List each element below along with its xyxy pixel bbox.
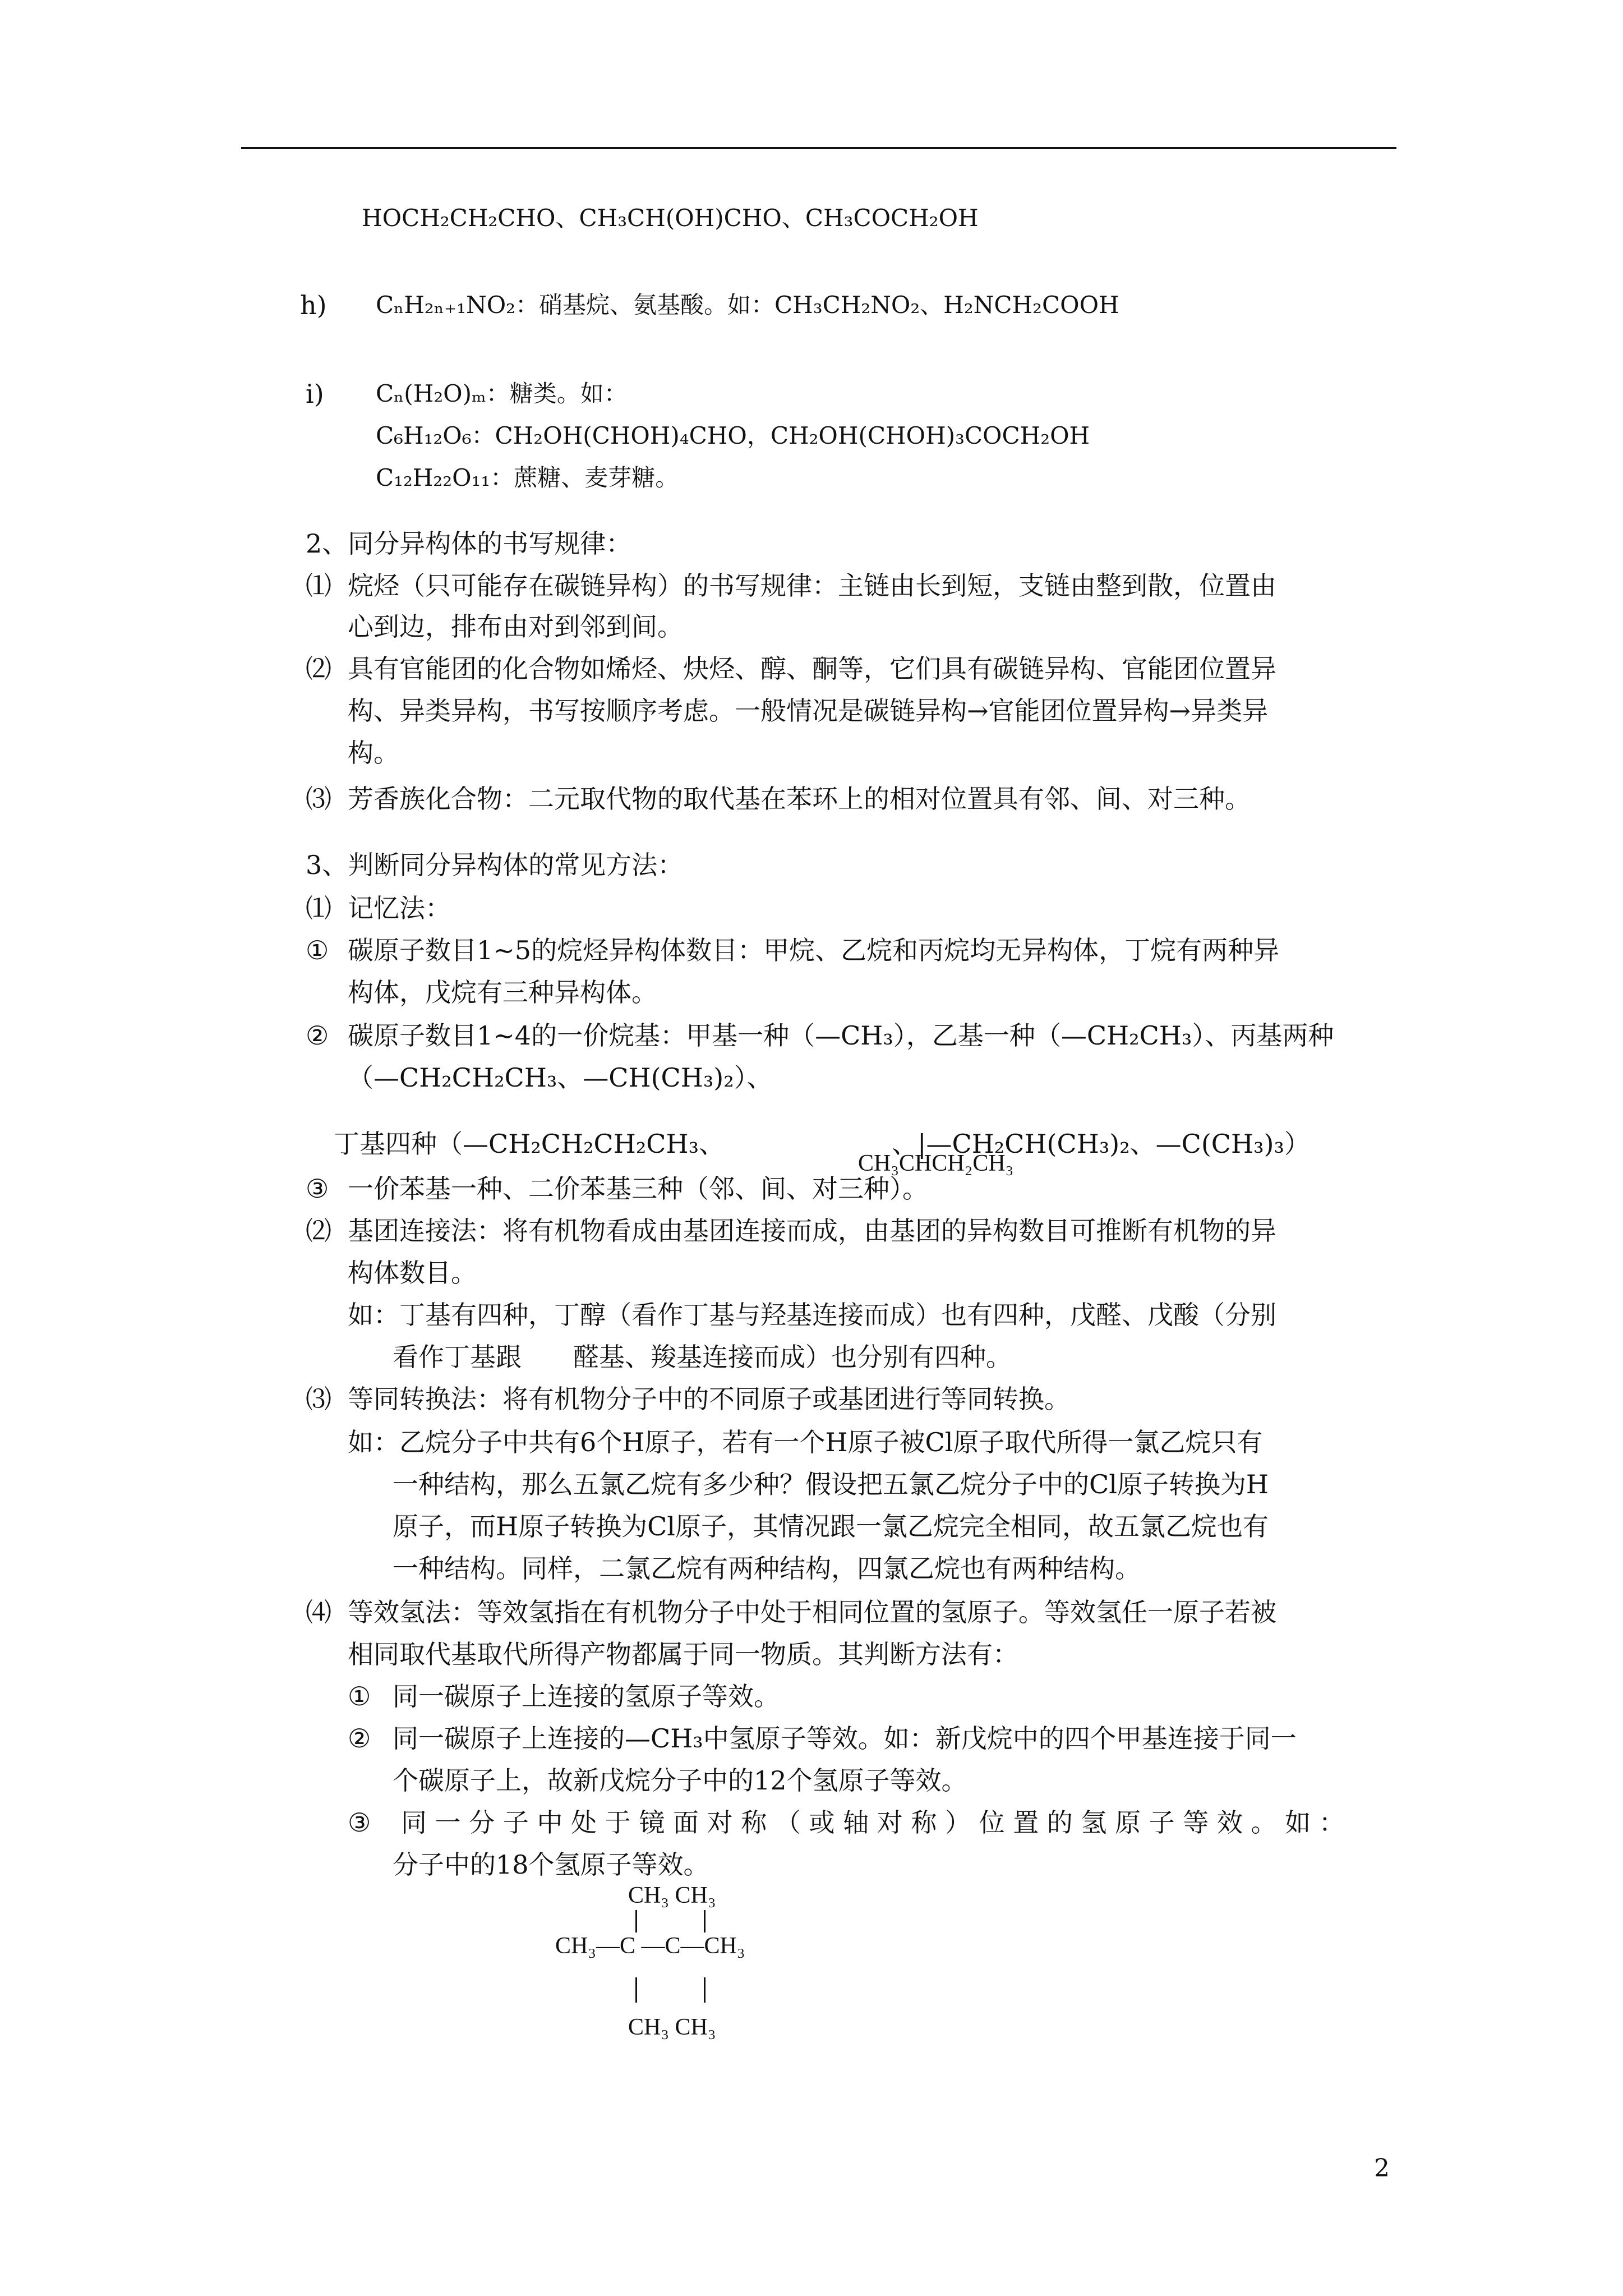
sec3-c2-num: ② bbox=[306, 1020, 329, 1051]
sec3-m3-example2: 一种结构，那么五氯乙烷有多少种？假设把五氯乙烷分子中的Cl原子转换为H bbox=[393, 1469, 1269, 1499]
structure-main-chain: CH₃—C —C—CH₃ bbox=[555, 1933, 745, 1959]
sec2-p2-line3: 构。 bbox=[348, 738, 399, 768]
bond-bottom-left bbox=[635, 1977, 637, 2003]
bond-bottom-right bbox=[704, 1977, 706, 2003]
butyl-structure: CH₃CHCH₂CH₃ bbox=[858, 1151, 1014, 1176]
item-label-h: h) bbox=[300, 290, 327, 320]
bond-top-left bbox=[635, 1910, 637, 1932]
sec3-c2-line3b: 、|—CH₂CH(CH₃)₂、—C(CH₃)₃） bbox=[892, 1129, 1310, 1159]
sec3-m3-example3: 原子，而H原子转换为Cl原子，其情况跟一氯乙烷完全相同，故五氯乙烷也有 bbox=[393, 1511, 1269, 1542]
sec3-e2-line1: 同一碳原子上连接的—CH₃中氢原子等效。如：新戊烷中的四个甲基连接于同一 bbox=[393, 1723, 1297, 1754]
sec2-p1-num: ⑴ bbox=[306, 570, 331, 601]
item-i-line3: C₁₂H₂₂O₁₁：蔗糖、麦芽糖。 bbox=[376, 464, 679, 491]
sec3-c1-line2: 构体，戊烷有三种异构体。 bbox=[348, 977, 657, 1007]
sec2-p2-line1: 具有官能团的化合物如烯烃、炔烃、醇、酮等，它们具有碳链异构、官能团位置异 bbox=[348, 654, 1276, 684]
sec3-m3-example1: 如：乙烷分子中共有6个H原子，若有一个H原子被Cl原子取代所得一氯乙烷只有 bbox=[348, 1427, 1263, 1457]
sec3-e3-num: ③ bbox=[348, 1807, 371, 1838]
sec3-m4-num: ⑷ bbox=[306, 1597, 331, 1627]
bond-top-right bbox=[704, 1910, 706, 1932]
sec3-e2-line2: 个碳原子上，故新戊烷分子中的12个氢原子等效。 bbox=[393, 1765, 967, 1796]
sec3-m3-example4: 一种结构。同样，二氯乙烷有两种结构，四氯乙烷也有两种结构。 bbox=[393, 1553, 1141, 1584]
sec3-c2-line2: （—CH₂CH₂CH₃、—CH(CH₃)₂）、 bbox=[348, 1062, 773, 1093]
sec3-m2-example2: 看作丁基跟 醛基、羧基连接而成）也分别有四种。 bbox=[393, 1342, 1012, 1372]
sec3-m1-num: ⑴ bbox=[306, 893, 331, 923]
structure-bottom-methyls: CH₃ CH₃ bbox=[628, 2014, 716, 2040]
sec3-m3-num: ⑶ bbox=[306, 1384, 331, 1414]
sec3-m2-example1: 如：丁基有四种，丁醇（看作丁基与羟基连接而成）也有四种，戊醛、戊酸（分别 bbox=[348, 1300, 1276, 1330]
item-text-i: Cₙ(H₂O)ₘ：糖类。如： bbox=[376, 380, 628, 407]
sec3-e1-num: ① bbox=[348, 1681, 371, 1711]
sec3-c3-line1: 一价苯基一种、二价苯基三种（邻、间、对三种）。 bbox=[348, 1174, 928, 1204]
sec2-p1-line2: 心到边，排布由对到邻到间。 bbox=[348, 611, 683, 642]
sec3-m1-title: 记忆法： bbox=[348, 893, 451, 923]
sec3-c1-num: ① bbox=[306, 935, 329, 965]
structure-top-methyls: CH₃ CH₃ bbox=[628, 1883, 716, 1908]
item-i-line2: C₆H₁₂O₆：CH₂OH(CHOH)₄CHO，CH₂OH(CHOH)₃COCH₂OH bbox=[376, 422, 1090, 449]
sec2-p1-line1: 烷烃（只可能存在碳链异构）的书写规律：主链由长到短，支链由整到散，位置由 bbox=[348, 570, 1276, 601]
sec3-c2-line1: 碳原子数目1~4的一价烷基：甲基一种（—CH₃），乙基一种（—CH₂CH₃）、丙基两种 bbox=[348, 1020, 1334, 1051]
item-label-i: i) bbox=[306, 379, 324, 409]
sec3-c1-line1: 碳原子数目1~5的烷烃异构体数目：甲烷、乙烷和丙烷均无异构体，丁烷有两种异 bbox=[348, 935, 1280, 965]
sec3-m4-line2: 相同取代基取代所得产物都属于同一物质。其判断方法有： bbox=[348, 1639, 1018, 1669]
sec2-p3-line1: 芳香族化合物：二元取代物的取代基在苯环上的相对位置具有邻、间、对三种。 bbox=[348, 784, 1251, 814]
sec2-p2-line2: 构、异类异构，书写按顺序考虑。一般情况是碳链异构→官能团位置异构→异类异 bbox=[348, 696, 1269, 726]
sec3-c3-num: ③ bbox=[306, 1174, 329, 1204]
section-2-title: 2、同分异构体的书写规律： bbox=[306, 528, 632, 559]
sec3-m2-line1: 基团连接法：将有机物看成由基团连接而成，由基团的异构数目可推断有机物的异 bbox=[348, 1216, 1276, 1246]
sec3-e3-line2: 分子中的18个氢原子等效。 bbox=[393, 1849, 709, 1880]
sec3-m3-line1: 等同转换法：将有机物分子中的不同原子或基团进行等同转换。 bbox=[348, 1384, 1070, 1414]
sec3-m2-num: ⑵ bbox=[306, 1216, 331, 1246]
sec3-e2-num: ② bbox=[348, 1723, 371, 1754]
page-number: 2 bbox=[1374, 2154, 1390, 2183]
formula-line-g: HOCH₂CH₂CHO、CH₃CH(OH)CHO、CH₃COCH₂OH bbox=[362, 204, 979, 232]
sec3-e1-line1: 同一碳原子上连接的氢原子等效。 bbox=[393, 1681, 780, 1711]
header-rule bbox=[241, 147, 1396, 149]
sec3-e3-line1: 同 一 分 子 中 处 于 镜 面 对 称 （ 或 轴 对 称 ） 位 置 的 氢 原 子 等 效 。 如 ： bbox=[401, 1807, 1345, 1838]
sec2-p2-num: ⑵ bbox=[306, 654, 331, 684]
section-3-title: 3、判断同分异构体的常见方法： bbox=[306, 850, 684, 880]
sec2-p3-num: ⑶ bbox=[306, 784, 331, 814]
sec3-m4-line1: 等效氢法：等效氢指在有机物分子中处于相同位置的氢原子。等效氢任一原子若被 bbox=[348, 1597, 1276, 1627]
sec3-c2-line3a: 丁基四种（—CH₂CH₂CH₂CH₃、 bbox=[334, 1129, 725, 1159]
sec3-m2-line2: 构体数目。 bbox=[348, 1258, 477, 1288]
item-text-h: CₙH₂ₙ₊₁NO₂：硝基烷、氨基酸。如：CH₃CH₂NO₂、H₂NCH₂COOH bbox=[376, 291, 1119, 319]
